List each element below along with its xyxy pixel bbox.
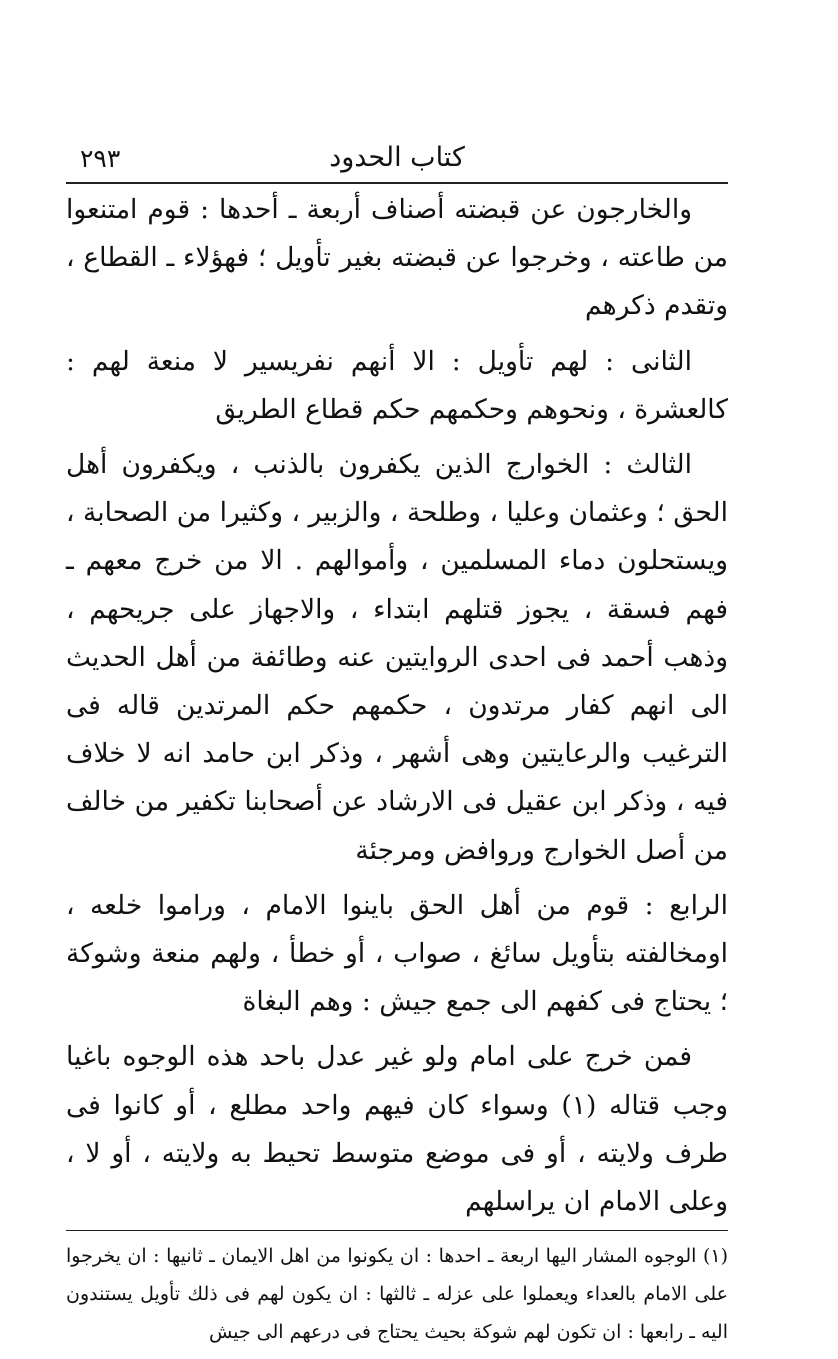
header-rule (66, 182, 728, 184)
paragraph-4: الرابع : قوم من أهل الحق باينوا الامام ، وراموا خلعه ، اومخالفته بتأويل سائغ ، صواب ، أو خطأ ، ولهم منعة وشوكة ؛ يحتاج فى كفهم الى جمع جيش : وهم البغاة (66, 889, 728, 1018)
main-text (66, 186, 728, 1226)
page-number: ٢٩٣ (80, 144, 121, 173)
paragraph-3: الثالث : الخوارج الذين يكفرون بالذنب ، ويكفرون أهل الحق ؛ وعثمان وعليا ، وطلحة ، والزبير ، وكثيرا من الصحابة ، ويستحلون دماء المسلمين ، وأموالهم . الا من خرج معهم ـ فهم فسقة ، يجوز قتلهم ابتداء ، والاجهاز على جريحهم ، وذهب أحمد فى احدى الروايتين عنه وطائفة من أهل الحديث الى انهم كفار مرتدون ، حكمهم حكم المرتدين قاله فى الترغيب والرعايتين وهى أشهر ، وذكر ابن حامد انه لا خلاف فيه ، وذكر ابن عقيل فى الارشاد عن أصحابنا تكفير من خالف من أصل الخوارج وروافض ومرجئة (66, 449, 728, 866)
paragraph-gap (66, 434, 728, 441)
footnote-rule (66, 1230, 728, 1231)
paragraph-gap (66, 875, 728, 882)
paragraph-1: والخارجون عن قبضته أصناف أربعة ـ أحدها : قوم امتنعوا من طاعته ، وخرجوا عن قبضته بغير تأويل ؛ فهؤلاء ـ القطاع ، وتقدم ذكرهم (66, 194, 728, 322)
book-page (66, 138, 728, 1351)
footnote-text: (١) الوجوه المشار اليها اربعة ـ احدها : ان يكونوا من اهل الايمان ـ ثانيها : ان يخرجوا على الامام بالعداء ويعملوا على عزله ـ ثالثها : ان يكون لهم فى ذلك تأويل يستندون اليه ـ رابعها : ان تكون لهم شوكة بحيث يحتاج فى درعهم الى جيش (66, 1245, 728, 1344)
footnote (66, 1237, 728, 1351)
paragraph-gap (66, 1026, 728, 1033)
paragraph-2: الثانى : لهم تأويل : الا أنهم نفريسير لا منعة لهم : كالعشرة ، ونحوهم وحكمهم حكم قطاع الطريق (66, 345, 728, 425)
page-header (66, 138, 728, 182)
paragraph-gap (66, 331, 728, 338)
running-title: كتاب الحدود (329, 142, 465, 173)
paragraph-5: فمن خرج على امام ولو غير عدل باحد هذه الوجوه باغيا وجب قتاله (١) وسواء كان فيهم واحد مطلع ، أو كانوا فى طرف ولايته ، أو فى موضع متوسط تحيط به ولايته ، أو لا ، وعلى الامام ان يراسلهم (66, 1041, 728, 1218)
